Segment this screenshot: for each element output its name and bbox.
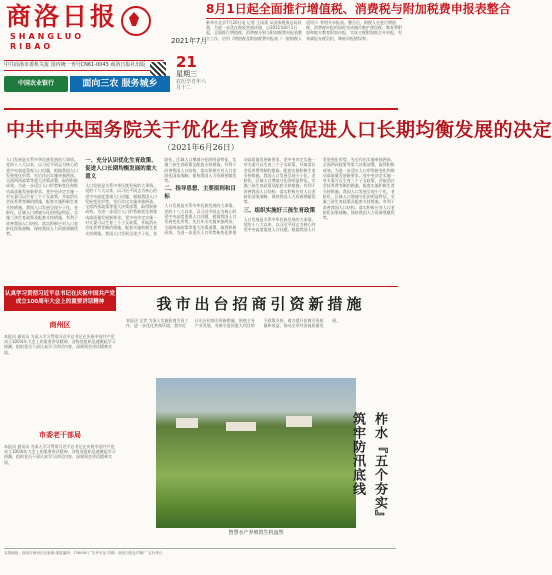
left-banner: 认真学习贯彻习近平总书记在庆祝中国共产党成立100周年大会上的重要讲话精神 <box>4 287 116 311</box>
bank-name: 中国农业银行 <box>17 80 54 87</box>
top-story-body: 新华社北京7月20日电 记者 王雨萧 从国家税务总局获悉，为进一步优化税收营商环境，自2021年8月1日起，全面推行增值税、消费税分别与附加税费申报表整合工作，启用《增值税及附加税费申报表（一般纳税人适用）》等相关申报表。整合后，纳税人在进行增值税、消费税申报的同时完成城市维护建设税、教育费附加和地方教育附加申报，实现主税附加税合并申报，有效减轻办税负担，降低申报错误率。 <box>206 20 402 41</box>
date-year: 2021年7月 <box>171 37 208 45</box>
publication-info: 中共商洛市委机关报 国内统一刊号CN61-0043 商洛日报社出版 <box>4 60 164 71</box>
second-headline[interactable]: 我市出台招商引资新措施 <box>156 295 366 313</box>
main-headline[interactable]: 中共中央国务院关于优化生育政策促进人口长期均衡发展的决定 <box>6 119 552 141</box>
news-photo <box>156 378 356 528</box>
bank-logo <box>4 76 68 92</box>
article-text: 人口发展是关系中华民族发展的大事情。党的十八大以来，以习近平同志为核心的党中央高度重视人口问题，根据我国人口发展变化形势，先后作出实施单独两孩、全面两孩政策等重大决策部署，取得积极成效。为进一步适应人口形势新变化和推动高质量发展新要求，党中央决定实施一对夫妻可以生育三个子女政策，并取消社会抚养费等制约措施，配套实施积极生育支持措施。我国人口发展呈现少子化、老龄化、区域人口增减分化的明显特征。实施三孩生育政策及配套支持措施，有利于改善我国人口结构、落实积极应对人口老龄化国家战略、保持我国人力资源禀赋优势。 <box>85 157 237 236</box>
date-lunar: 农历辛丑年六月十二 <box>176 79 207 91</box>
left-article-body: 本报讯 通讯员 为深入学习贯彻习近平总书记在庆祝中国共产党成立100周年大会上的重要讲话精神，各级党组织迅速掀起学习热潮，组织党员干部认真学习讲话内容，深刻领会讲话精神实质。 <box>4 444 116 465</box>
footer: 本报地址：商洛市商州区北新街 邮政编码：726000 广告许可证 印刷：商洛日报社印刷厂 定价每月 <box>4 548 396 573</box>
section-heading: 二、指导思想、主要原则和目标 <box>164 186 236 201</box>
house-shape <box>176 418 198 428</box>
main-article-body <box>6 157 396 284</box>
date-weekday: 星期三 <box>176 70 197 78</box>
date-day: 21 <box>176 53 197 71</box>
photo-caption: 智慧水产养殖筑生机盎然 <box>228 530 284 536</box>
masthead-pinyin: SHANGLUO RIBAO <box>10 32 85 51</box>
article-text: 人口发展是关系中华民族发展的大事情。党的十八大以来，以习近平同志为核心的党中央高度重视人口问题，根据我国人口发展变化形势，先后作出实施单独两孩、全面两孩政策等重大决策部署，取得积极成效。为进一步适应人口形势新变化和推动高质量发展新要求，党中央决定实施一对夫妻可以生育三个子女政策，并取消社会抚养费等制约措施，配套实施积极生育支持措施。我国人口发展呈现少子化、老龄化、区域人口增减分化的明显特征。实施三孩生育政策及配套支持措施，有利于改善我国人口结构、落实积极应对人口老龄化国家战略、保持我国人力资源禀赋优势。 <box>6 157 78 237</box>
ad-slogan: 面向三农 服务城乡 <box>70 76 170 92</box>
masthead-title: 商洛日报 <box>6 2 119 31</box>
left-subhead[interactable]: 商州区 <box>49 321 71 329</box>
top-story-headline[interactable]: 8月1日起全面推行增值税、消费税与附加税费申报表整合 <box>206 2 511 16</box>
vertical-headline[interactable]: 柞水『五个夯实』筑牢防汛底线 <box>350 412 387 524</box>
section-heading: 三、组织实施好三孩生育政策 <box>243 207 316 214</box>
left-article-body: 本报讯 通讯员 为深入学习贯彻习近平总书记在庆祝中国共产党成立100周年大会上的重要讲话精神，各级党组织迅速掀起学习热潮，组织党员干部认真学习讲话内容，深刻领会讲话精神实质。 <box>4 334 116 355</box>
mid-article-body: 本报讯 记者 为深入实施招商引资工作，进一步优化营商环境，我市近日出台招商引资新措施，围绕主导产业发展，对新引进的重大项目给予政策支持，着力提升招商引资质量和效益，推动全市经济高质量发展。 <box>126 318 341 329</box>
house-shape <box>286 416 312 427</box>
left-subhead[interactable]: 市委老干部局 <box>39 431 81 439</box>
main-date: （2021年6月26日） <box>163 143 239 152</box>
divider <box>4 108 398 110</box>
article-text: 人口发展是关系中华民族发展的大事情。党的十八大以来，以习近平同志为核心的党中央高度重视人口问题，根据我国人口发展变化形势，先后作出实施单独两孩、全面两孩政策等重大决策部署，取得积极成效。为进一步适应人口形势新变化和推动高质量发展新要求，党中央决定实施一对夫妻可以生育三个子女政策，并取消社会抚养费等制约措施，配套实施积极生育支持措施。我国人口发展呈现少子化、老龄化、区域人口增减分化的明显特征。实施三孩生育政策及配套支持措施，有利于改善我国人口结构、落实积极应对人口老龄化国家战略、保持我国人力资源禀赋优势。 <box>164 157 316 235</box>
divider <box>206 18 402 19</box>
house-shape <box>226 422 256 431</box>
article-text: 人口发展是关系中华民族发展的大事情。党的十八大以来，以习近平同志为核心的党中央高度重视人口问题，根据我国人口发展变化形势，先后作出实施单独两孩、全面两孩政策等重大决策部署，取得积极成效。为进一步适应人口形势新变化和推动高质量发展新要求，党中央决定实施一对夫妻可以生育三个子女政策，并取消社会抚养费等制约措施，配套实施积极生育支持措施。我国人口发展呈现少子化、老龄化、区域人口增减分化的明显特征。实施三孩生育政策及配套支持措施，有利于改善我国人口结构、落实积极应对人口老龄化国家战略、保持我国人力资源禀赋优势。 <box>243 157 395 233</box>
section-heading: 一、充分认识优化生育政策、促进人口长期均衡发展的重大意义 <box>85 158 157 180</box>
